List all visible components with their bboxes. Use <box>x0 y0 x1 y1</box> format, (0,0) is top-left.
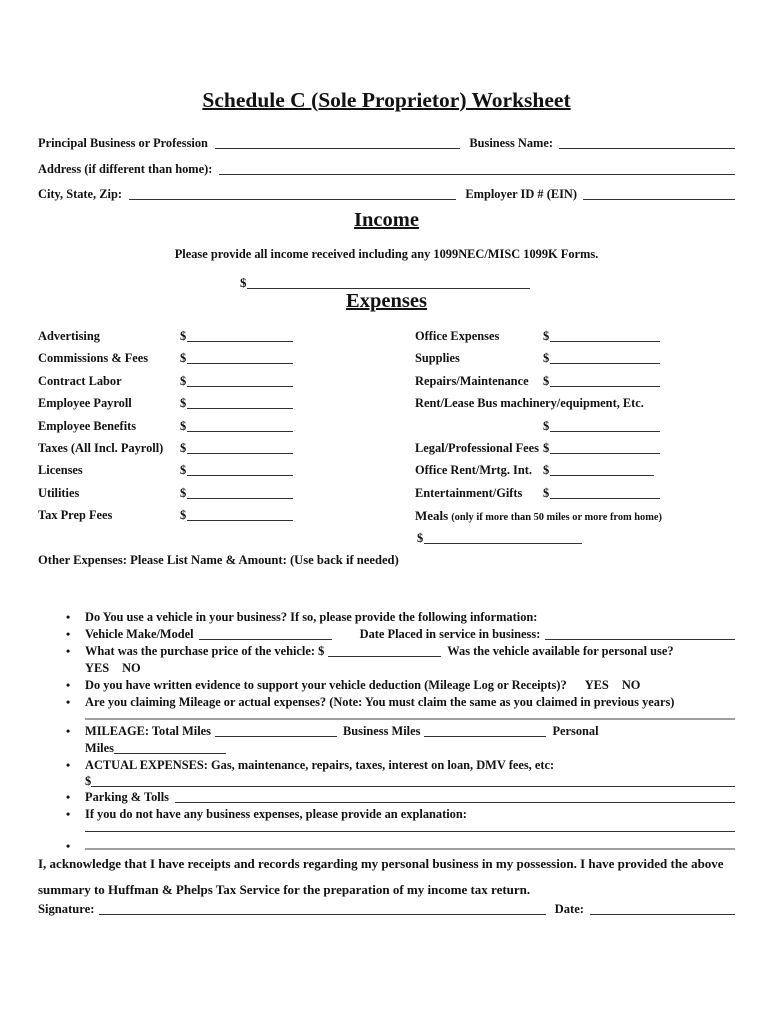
expense-label: Contract Labor <box>38 373 122 388</box>
page-title: Schedule C (Sole Proprietor) Worksheet <box>202 88 571 112</box>
bullet-icon: • <box>66 678 71 692</box>
bullet-icon: • <box>66 790 71 804</box>
expense-row-entertainment <box>415 486 735 508</box>
dollar-sign: $ <box>180 329 187 343</box>
employer-id-label: Employer ID # (EIN) <box>465 187 577 202</box>
parking-tolls-label: Parking & Tolls <box>85 790 170 804</box>
bullet-icon: • <box>66 758 71 772</box>
expense-label: Licenses <box>38 463 83 478</box>
expense-row-repairs <box>415 374 735 396</box>
contract-labor-amount-field[interactable] <box>187 386 293 387</box>
expenses-right-column <box>415 329 735 553</box>
bullet-claiming <box>38 694 735 711</box>
expense-row-rent-lease-label <box>415 396 735 418</box>
signature-label: Signature: <box>38 902 95 916</box>
personal-miles-field[interactable] <box>114 753 226 754</box>
expense-label: Advertising <box>38 329 100 343</box>
city-state-zip-field[interactable] <box>129 199 456 200</box>
supplies-amount-field[interactable] <box>550 363 660 364</box>
rent-lease-amount-field[interactable] <box>550 431 660 432</box>
bullet-icon: • <box>66 610 71 624</box>
expense-label: Supplies <box>415 351 460 366</box>
business-name-field[interactable] <box>559 148 735 149</box>
expense-row-office-rent <box>415 463 735 485</box>
expense-row-licenses <box>38 463 378 485</box>
expense-label: Employee Payroll <box>38 396 132 411</box>
expense-row-utilities <box>38 486 378 508</box>
income-instruction: Please provide all income received including any 1099NEC/MISC 1099K Forms. <box>174 247 599 261</box>
principal-business-field[interactable] <box>215 148 460 149</box>
city-state-zip-label: City, State, Zip: <box>38 187 122 202</box>
bullet-written-evidence <box>38 677 735 694</box>
dollar-sign: $ <box>180 508 187 523</box>
bullet-use-vehicle <box>38 609 735 626</box>
make-model-label: Vehicle Make/Model <box>85 627 194 641</box>
dollar-sign: $ <box>543 485 550 500</box>
expense-label: Taxes (All Incl. Payroll) <box>38 440 164 455</box>
total-miles-field[interactable] <box>215 736 337 737</box>
office-expenses-amount-field[interactable] <box>550 341 660 342</box>
written-evidence-question: Do you have written evidence to support your vehicle deduction (Mileage Log or Receipts)? <box>85 678 567 692</box>
bullet-no-expenses <box>38 806 735 823</box>
expense-row-tax-prep <box>38 508 378 530</box>
extra-answer-line[interactable] <box>85 848 735 850</box>
header-row-address <box>38 162 735 188</box>
taxes-amount-field[interactable] <box>187 453 293 454</box>
employer-id-field[interactable] <box>583 199 735 200</box>
expense-label: Utilities <box>38 485 80 500</box>
dollar-sign: $ <box>180 351 187 366</box>
answer-line[interactable] <box>85 718 735 720</box>
meals-label: Meals <box>415 508 449 524</box>
dollar-sign: $ <box>543 440 550 455</box>
use-vehicle-question: Do You use a vehicle in your business? If so, please provide the following information: <box>85 610 538 624</box>
expense-row-commissions <box>38 351 378 373</box>
repairs-maintenance-amount-field[interactable] <box>550 386 660 387</box>
personal-label: Personal <box>552 724 599 738</box>
date-field[interactable] <box>590 914 735 915</box>
make-model-field[interactable] <box>199 639 332 640</box>
other-expenses-label: Other Expenses: Please List Name & Amount: (Use back if needed) <box>38 553 399 567</box>
bullet-purchase-price <box>38 643 735 677</box>
actual-expenses-field[interactable] <box>91 786 735 787</box>
dollar-sign: $ <box>85 774 92 788</box>
expense-label: Office Expenses <box>415 329 500 343</box>
bullet-icon: • <box>66 627 71 641</box>
mileage-total-label: MILEAGE: Total Miles <box>85 724 211 738</box>
expense-row-legal <box>415 441 735 463</box>
principal-business-label: Principal Business or Profession <box>38 136 208 150</box>
expense-row-meals-label <box>415 508 735 530</box>
bullet-actual-expenses <box>38 757 735 789</box>
business-miles-field[interactable] <box>424 736 546 737</box>
expense-label: Office Rent/Mrtg. Int. <box>415 463 532 478</box>
expense-label: Rent/Lease Bus machinery/equipment, Etc. <box>415 396 644 411</box>
personal-use-label: Was the vehicle available for personal use? <box>447 644 674 658</box>
dollar-sign: $ <box>180 418 187 433</box>
signature-row <box>38 902 735 917</box>
commissions-fees-amount-field[interactable] <box>187 363 293 364</box>
dollar-sign: $ <box>543 463 550 478</box>
dollar-sign: $ <box>543 329 550 343</box>
dollar-sign: $ <box>180 396 187 411</box>
legal-professional-fees-amount-field[interactable] <box>550 453 660 454</box>
dollar-sign: $ <box>180 373 187 388</box>
dollar-sign: $ <box>543 373 550 388</box>
dollar-sign: $ <box>543 351 550 366</box>
expense-label: Legal/Professional Fees <box>415 440 540 455</box>
signature-field[interactable] <box>99 914 545 915</box>
yes-option: YES <box>584 678 609 692</box>
header-fields <box>38 136 735 213</box>
income-amount-row <box>38 274 735 291</box>
yes-option: YES <box>85 661 110 675</box>
expense-row-advertising <box>38 329 378 351</box>
bullet-icon: • <box>66 724 71 738</box>
dollar-sign: $ <box>240 275 247 290</box>
employee-benefits-amount-field[interactable] <box>187 431 293 432</box>
dollar-sign: $ <box>417 530 424 545</box>
expense-row-employee-payroll <box>38 396 378 418</box>
expense-row-rent-lease-amount <box>415 419 735 441</box>
expense-row-taxes <box>38 441 378 463</box>
expense-row-office-expenses <box>415 329 735 351</box>
entertainment-gifts-amount-field[interactable] <box>550 498 660 499</box>
expenses-grid <box>38 329 735 553</box>
meals-note: (only if more than 50 miles or more from home) <box>451 512 662 524</box>
income-heading: Income <box>354 209 419 231</box>
bullet-parking-tolls <box>38 789 735 806</box>
bullet-mileage <box>38 723 735 757</box>
expense-label: Commissions & Fees <box>38 351 149 366</box>
expense-row-meals-amount <box>415 531 735 553</box>
bullet-icon: • <box>66 839 71 853</box>
acknowledgment-paragraph: I, acknowledge that I have receipts and records regarding my personal business in my possession. I have provided the above summary to Huffman & Phelps Tax Service for the preparation of my income tax return. <box>38 856 724 897</box>
vehicle-section <box>38 609 735 853</box>
parking-tolls-field[interactable] <box>175 802 735 803</box>
dollar-sign: $ <box>180 463 187 478</box>
tax-prep-fees-amount-field[interactable] <box>187 520 293 521</box>
expense-row-employee-benefits <box>38 419 378 441</box>
purchase-price-field[interactable] <box>328 656 441 657</box>
bullet-icon: • <box>66 695 71 709</box>
income-amount-field[interactable] <box>247 288 531 289</box>
no-expenses-question: If you do not have any business expenses, please provide an explanation: <box>85 807 467 821</box>
expense-row-contract-labor <box>38 374 378 396</box>
utilities-amount-field[interactable] <box>187 498 293 499</box>
date-placed-label: Date Placed in service in business: <box>359 627 541 641</box>
business-miles-label: Business Miles <box>342 724 421 738</box>
miles-label: Miles <box>85 741 114 755</box>
date-placed-field[interactable] <box>545 639 735 640</box>
expense-label: Repairs/Maintenance <box>415 373 529 388</box>
purchase-price-label: What was the purchase price of the vehicle: $ <box>85 644 325 658</box>
dollar-sign: $ <box>543 418 550 433</box>
header-row-business <box>38 136 735 162</box>
expense-row-supplies <box>415 351 735 373</box>
address-label: Address (if different than home): <box>38 161 213 176</box>
advertising-amount-field[interactable] <box>187 341 293 342</box>
expenses-left-column <box>38 329 378 553</box>
employee-payroll-amount-field[interactable] <box>187 408 293 409</box>
bullet-icon: • <box>66 644 71 658</box>
dollar-sign: $ <box>180 485 187 500</box>
date-label: Date: <box>554 902 584 916</box>
bullet-icon: • <box>66 807 71 821</box>
expense-label: Employee Benefits <box>38 418 137 433</box>
claiming-question: Are you claiming Mileage or actual expenses? (Note: You must claim the same as you claimed in previous years) <box>85 695 675 709</box>
bullet-make-model <box>38 626 735 643</box>
licenses-amount-field[interactable] <box>187 475 293 476</box>
dollar-sign: $ <box>180 440 187 455</box>
meals-amount-field[interactable] <box>424 543 582 544</box>
expenses-heading: Expenses <box>346 290 427 312</box>
no-option: NO <box>621 678 641 692</box>
expense-label: Tax Prep Fees <box>38 508 113 523</box>
explanation-line[interactable] <box>85 831 735 832</box>
actual-expenses-label: ACTUAL EXPENSES: Gas, maintenance, repairs, taxes, interest on loan, DMV fees, etc: <box>85 758 555 772</box>
office-rent-mrtg-int-amount-field[interactable] <box>550 475 654 476</box>
address-field[interactable] <box>219 174 735 175</box>
expense-label: Entertainment/Gifts <box>415 485 523 500</box>
business-name-label: Business Name: <box>469 136 553 150</box>
no-option: NO <box>122 661 141 675</box>
